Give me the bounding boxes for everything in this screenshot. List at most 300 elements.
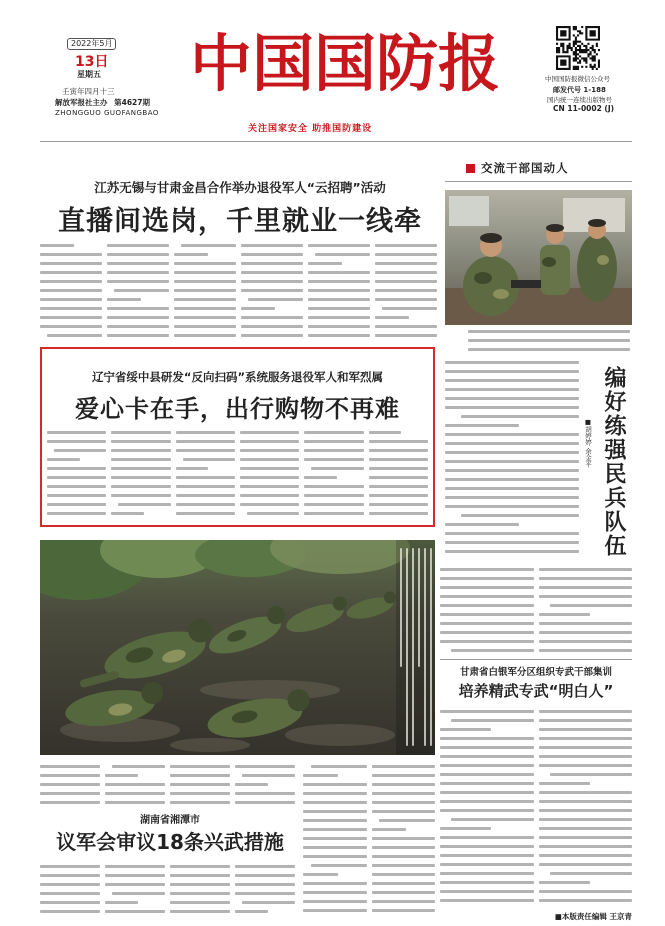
- text-line: [235, 883, 295, 886]
- text-line: [235, 801, 295, 804]
- text-line: [105, 801, 165, 804]
- text-line: [539, 613, 590, 616]
- text-line: [372, 837, 436, 840]
- text-line: [440, 595, 534, 598]
- text-line: [174, 298, 236, 301]
- text-line: [248, 298, 303, 301]
- text-line: [369, 467, 428, 470]
- text-column: [40, 762, 100, 807]
- text-line: [375, 289, 437, 292]
- text-line: [107, 334, 169, 337]
- text-line: [235, 792, 295, 795]
- text-line: [176, 431, 235, 434]
- text-line: [304, 449, 363, 452]
- text-line: [539, 800, 633, 803]
- text-column: [170, 862, 230, 916]
- caption-line: [400, 548, 402, 667]
- section-label: 交流干部国动人: [481, 161, 569, 175]
- text-line: [445, 505, 579, 508]
- pinyin-name: ZHONGGUO GUOFANGBAO: [55, 109, 159, 117]
- editor-credit: ■本版责任编辑 王京青: [554, 912, 632, 921]
- slogan: 关注国家安全 助推国防建设: [248, 124, 373, 134]
- text-line: [107, 244, 169, 247]
- text-line: [176, 476, 235, 479]
- text-line: [111, 431, 170, 434]
- text-column: [107, 241, 169, 340]
- text-line: [303, 828, 367, 831]
- text-line: [40, 765, 100, 768]
- text-line: [445, 469, 579, 472]
- text-line: [303, 891, 367, 894]
- text-line: [174, 271, 236, 274]
- text-line: [107, 307, 169, 310]
- text-line: [445, 370, 579, 373]
- text-line: [40, 289, 102, 292]
- text-line: [440, 890, 534, 893]
- text-line: [440, 613, 534, 616]
- text-line: [539, 710, 633, 713]
- text-line: [170, 765, 230, 768]
- story-divider: [440, 659, 632, 660]
- text-line: [303, 882, 367, 885]
- text-line: [40, 801, 100, 804]
- text-line: [369, 431, 402, 434]
- commentary-byline: ■胡婷婷 余金平: [584, 418, 592, 468]
- text-line: [440, 773, 534, 776]
- text-line: [174, 253, 208, 256]
- serial-label: 国内统一连续出版物号: [547, 96, 612, 104]
- text-line: [440, 809, 534, 812]
- text-line: [241, 271, 303, 274]
- text-line: [369, 503, 428, 506]
- text-line: [107, 271, 169, 274]
- text-line: [539, 577, 633, 580]
- cn-number: CN 11-0002 (J): [553, 104, 615, 113]
- text-line: [107, 253, 169, 256]
- text-line: [440, 854, 534, 857]
- text-column: [468, 327, 630, 354]
- text-line: [372, 846, 436, 849]
- text-line: [174, 316, 236, 319]
- text-line: [235, 865, 295, 868]
- masthead: [0, 0, 665, 140]
- text-line: [174, 307, 236, 310]
- text-line: [440, 863, 534, 866]
- text-line: [105, 901, 138, 904]
- text-column: [539, 565, 633, 655]
- text-line: [440, 755, 534, 758]
- text-line: [372, 855, 436, 858]
- text-line: [40, 892, 100, 895]
- text-line: [308, 280, 370, 283]
- text-line: [40, 280, 102, 283]
- text-line: [539, 719, 633, 722]
- text-line: [47, 431, 106, 434]
- text-line: [40, 316, 102, 319]
- xiangtan-kicker: 湖南省湘潭市: [140, 815, 200, 826]
- text-line: [550, 773, 632, 776]
- text-line: [111, 458, 170, 461]
- text-line: [304, 512, 363, 515]
- day-of-month: 13日: [75, 54, 109, 70]
- qr-code-icon: [556, 26, 600, 70]
- caption-line: [418, 548, 420, 667]
- text-line: [40, 271, 102, 274]
- square-marker-icon: [466, 164, 475, 173]
- text-line: [539, 728, 633, 731]
- text-line: [369, 494, 428, 497]
- text-line: [40, 865, 100, 868]
- text-line: [240, 467, 299, 470]
- text-column: [235, 862, 295, 916]
- baiyin-headline: 培养精武专武“明白人”: [458, 682, 614, 700]
- text-line: [440, 710, 534, 713]
- text-line: [440, 800, 534, 803]
- text-line: [105, 792, 165, 795]
- text-line: [369, 476, 428, 479]
- text-column: [308, 241, 370, 340]
- text-column: [241, 241, 303, 340]
- text-line: [372, 828, 407, 831]
- text-line: [375, 298, 437, 301]
- text-line: [174, 289, 236, 292]
- text-line: [111, 449, 170, 452]
- text-line: [539, 755, 633, 758]
- text-line: [440, 881, 534, 884]
- text-line: [445, 451, 579, 454]
- text-line: [303, 810, 367, 813]
- text-line: [47, 458, 80, 461]
- text-line: [240, 458, 299, 461]
- text-line: [118, 503, 170, 506]
- text-line: [303, 774, 338, 777]
- text-line: [40, 774, 100, 777]
- text-line: [247, 512, 299, 515]
- text-line: [539, 845, 633, 848]
- text-line: [539, 854, 633, 857]
- caption-line: [424, 548, 426, 746]
- text-line: [375, 271, 437, 274]
- text-line: [372, 783, 436, 786]
- text-line: [176, 467, 209, 470]
- commentary-body: [445, 358, 579, 556]
- text-line: [235, 765, 295, 768]
- text-line: [304, 485, 363, 488]
- text-line: [308, 325, 370, 328]
- text-line: [379, 819, 435, 822]
- text-line: [240, 449, 299, 452]
- text-line: [308, 289, 370, 292]
- text-line: [445, 406, 579, 409]
- text-line: [174, 334, 236, 337]
- text-line: [174, 262, 236, 265]
- text-line: [445, 460, 579, 463]
- text-line: [107, 325, 169, 328]
- text-line: [241, 289, 303, 292]
- text-line: [183, 458, 235, 461]
- text-line: [440, 640, 534, 643]
- text-column: [105, 862, 165, 916]
- text-column: [445, 358, 579, 556]
- text-line: [111, 512, 144, 515]
- text-line: [445, 397, 579, 400]
- text-line: [112, 892, 165, 895]
- text-line: [242, 774, 295, 777]
- text-line: [40, 783, 100, 786]
- text-line: [107, 298, 141, 301]
- text-line: [235, 874, 295, 877]
- commentary-headline: 编好练强民兵队伍: [601, 366, 626, 558]
- text-line: [304, 503, 363, 506]
- text-line: [241, 316, 303, 319]
- text-line: [539, 899, 633, 902]
- text-line: [170, 883, 230, 886]
- text-line: [375, 316, 409, 319]
- text-line: [304, 431, 363, 434]
- text-line: [176, 440, 235, 443]
- text-line: [375, 244, 437, 247]
- text-line: [170, 901, 230, 904]
- text-line: [170, 874, 230, 877]
- text-line: [539, 836, 633, 839]
- text-line: [372, 900, 436, 903]
- text-line: [303, 819, 367, 822]
- text-line: [47, 485, 106, 488]
- text-column: [372, 762, 436, 915]
- text-column: [240, 428, 299, 518]
- text-line: [372, 882, 436, 885]
- text-line: [308, 334, 370, 337]
- text-line: [303, 900, 367, 903]
- text-line: [539, 568, 633, 571]
- photo-militia-drill: [40, 540, 435, 755]
- text-line: [445, 433, 579, 436]
- text-line: [235, 783, 268, 786]
- text-line: [240, 494, 299, 497]
- text-line: [445, 550, 579, 553]
- text-line: [105, 910, 165, 913]
- text-line: [445, 487, 579, 490]
- text-line: [40, 262, 102, 265]
- text-line: [105, 774, 138, 777]
- text-line: [550, 604, 632, 607]
- text-line: [539, 586, 633, 589]
- text-line: [372, 864, 436, 867]
- text-line: [40, 298, 102, 301]
- photo-caption: [400, 548, 432, 746]
- text-line: [315, 253, 370, 256]
- text-column: [235, 762, 295, 807]
- text-line: [539, 791, 633, 794]
- text-column: [440, 565, 534, 655]
- text-line: [107, 262, 169, 265]
- xiangtan-body-right: [303, 762, 435, 915]
- text-line: [54, 449, 106, 452]
- text-line: [308, 271, 370, 274]
- text-column: [369, 428, 428, 518]
- text-line: [240, 476, 299, 479]
- text-line: [372, 891, 436, 894]
- text-line: [111, 485, 170, 488]
- text-line: [304, 458, 363, 461]
- text-line: [539, 622, 633, 625]
- text-line: [440, 746, 534, 749]
- text-line: [539, 809, 633, 812]
- xiangtan-headline: 议军会审议18条兴武措施: [56, 830, 284, 854]
- text-line: [445, 496, 579, 499]
- text-line: [241, 244, 303, 247]
- text-line: [308, 307, 370, 310]
- text-column: [176, 428, 235, 518]
- text-line: [304, 440, 363, 443]
- text-line: [372, 873, 436, 876]
- text-line: [105, 783, 165, 786]
- text-line: [111, 476, 170, 479]
- text-line: [241, 280, 303, 283]
- text-line: [308, 262, 342, 265]
- text-line: [440, 791, 534, 794]
- text-line: [40, 883, 100, 886]
- text-column: [105, 762, 165, 807]
- text-line: [308, 298, 370, 301]
- text-line: [451, 719, 533, 722]
- text-line: [111, 494, 170, 497]
- xiangtan-body-bottom: [40, 862, 295, 916]
- text-line: [47, 476, 106, 479]
- text-line: [369, 458, 428, 461]
- text-line: [240, 485, 299, 488]
- text-line: [303, 792, 367, 795]
- text-line: [445, 532, 579, 535]
- text-line: [105, 883, 165, 886]
- text-line: [461, 514, 579, 517]
- text-column: [170, 762, 230, 807]
- year-month: 2022年5月: [67, 38, 116, 50]
- text-line: [235, 910, 268, 913]
- text-line: [440, 737, 534, 740]
- text-line: [539, 818, 633, 821]
- text-line: [369, 440, 428, 443]
- text-line: [311, 864, 367, 867]
- text-line: [445, 541, 579, 544]
- text-line: [112, 765, 165, 768]
- window: [449, 196, 489, 226]
- text-line: [40, 253, 102, 256]
- text-line: [176, 512, 235, 515]
- text-line: [114, 289, 169, 292]
- text-line: [111, 440, 170, 443]
- text-line: [445, 361, 579, 364]
- text-line: [40, 307, 102, 310]
- lead-headline: 直播间选岗，千里就业一线牵: [58, 206, 422, 237]
- text-line: [241, 253, 303, 256]
- text-line: [375, 262, 437, 265]
- text-line: [451, 818, 533, 821]
- text-line: [445, 523, 519, 526]
- text-line: [40, 910, 100, 913]
- text-line: [440, 899, 534, 902]
- photo-caption-top: [468, 327, 630, 354]
- text-line: [539, 890, 633, 893]
- text-line: [47, 503, 106, 506]
- text-line: [170, 801, 230, 804]
- commentary-body-continued: [440, 565, 632, 655]
- text-line: [375, 334, 437, 337]
- section-header: [466, 160, 569, 176]
- qr-caption: 中国国防报微信公众号: [545, 75, 610, 83]
- text-line: [311, 765, 367, 768]
- text-line: [369, 512, 428, 515]
- text-line: [372, 801, 436, 804]
- xiangtan-body-top: [40, 762, 295, 807]
- text-line: [235, 892, 295, 895]
- text-line: [311, 467, 363, 470]
- text-line: [47, 494, 106, 497]
- text-line: [445, 379, 579, 382]
- text-line: [369, 485, 428, 488]
- text-line: [242, 901, 295, 904]
- text-column: [375, 241, 437, 340]
- text-line: [440, 631, 534, 634]
- text-line: [40, 874, 100, 877]
- text-line: [170, 774, 230, 777]
- text-line: [40, 901, 100, 904]
- text-line: [241, 325, 303, 328]
- text-line: [105, 874, 165, 877]
- text-column: [304, 428, 363, 518]
- text-line: [174, 280, 236, 283]
- text-line: [303, 909, 367, 912]
- text-line: [445, 442, 579, 445]
- text-line: [539, 827, 633, 830]
- text-line: [382, 307, 437, 310]
- text-line: [105, 865, 165, 868]
- text-line: [440, 622, 534, 625]
- text-column: [111, 428, 170, 518]
- text-line: [539, 631, 633, 634]
- text-line: [375, 280, 437, 283]
- photo-training-class: [445, 190, 632, 325]
- text-line: [440, 872, 534, 875]
- issue-number: 第4627期: [114, 98, 150, 107]
- text-line: [174, 325, 236, 328]
- text-line: [440, 827, 491, 830]
- text-line: [308, 316, 370, 319]
- text-line: [440, 782, 534, 785]
- text-line: [539, 863, 633, 866]
- caption-line: [406, 548, 408, 746]
- text-line: [47, 512, 106, 515]
- text-line: [550, 872, 632, 875]
- text-line: [241, 307, 275, 310]
- text-line: [539, 881, 590, 884]
- lunar-date: 壬寅年四月十三: [62, 87, 115, 96]
- text-line: [240, 440, 299, 443]
- text-line: [451, 649, 533, 652]
- text-line: [303, 846, 367, 849]
- text-line: [372, 765, 436, 768]
- text-line: [468, 339, 630, 342]
- text-line: [445, 388, 579, 391]
- text-line: [539, 649, 633, 652]
- text-column: [539, 707, 633, 905]
- text-line: [176, 503, 235, 506]
- feature-headline: 爱心卡在手，出行购物不再难: [75, 395, 400, 423]
- text-line: [445, 424, 519, 427]
- text-line: [461, 415, 579, 418]
- text-line: [468, 330, 630, 333]
- lead-body: [40, 241, 437, 340]
